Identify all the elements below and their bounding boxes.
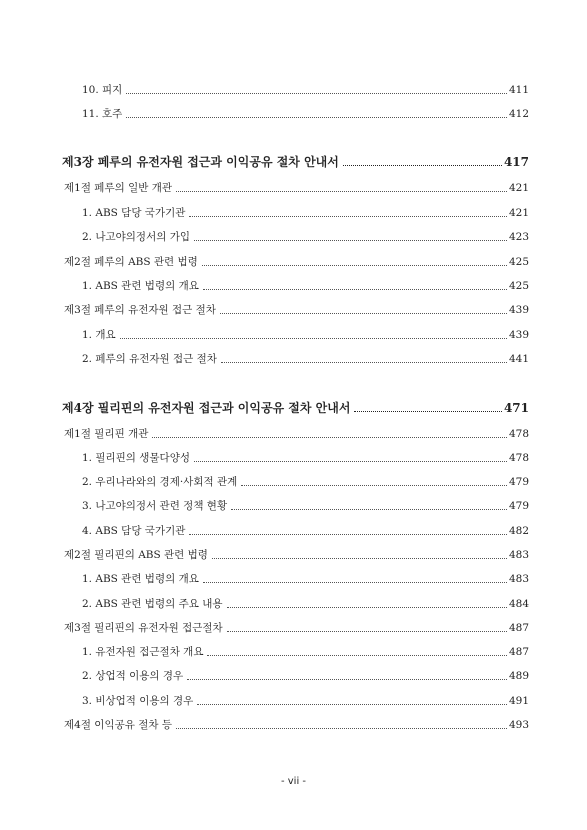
- toc-entry-title: 2. 상업적 이용의 경우: [82, 666, 187, 686]
- toc-entry-title: 4. ABS 담당 국가기관: [82, 521, 189, 541]
- toc-section-entry: [0, 424, 587, 444]
- dot-leader: [212, 558, 507, 559]
- toc-entry-title: 제3절 페루의 유전자원 접근 절차: [64, 300, 220, 320]
- dot-leader: [189, 216, 507, 217]
- dot-leader: [227, 631, 507, 632]
- dot-leader: [126, 93, 507, 94]
- toc-entry-page: 493: [507, 715, 529, 735]
- toc-section-entry: [0, 618, 587, 638]
- toc-subsection-entry: [0, 325, 587, 345]
- dot-leader: [194, 461, 507, 462]
- toc-entry-page: 487: [507, 642, 529, 662]
- dot-leader: [152, 437, 507, 438]
- dot-leader: [227, 607, 507, 608]
- toc-entry-page: 491: [507, 691, 529, 711]
- dot-leader: [203, 582, 507, 583]
- toc-subsection-entry: [0, 666, 587, 686]
- dot-leader: [220, 313, 507, 314]
- toc-entry-title: 1. 유전자원 접근절차 개요: [82, 642, 207, 662]
- toc-entry-title: 11. 호주: [82, 104, 126, 124]
- toc-subsection-entry: [0, 349, 587, 369]
- dot-leader: [203, 289, 507, 290]
- toc-section-entry: [0, 715, 587, 735]
- toc-entry-page: 439: [507, 300, 529, 320]
- toc-subsection-entry: [0, 203, 587, 223]
- toc-entry-page: 421: [507, 178, 529, 198]
- toc-entry-page: 412: [507, 104, 529, 124]
- toc-entry-title: 1. ABS 담당 국가기관: [82, 203, 189, 223]
- toc-subsection-entry: [0, 227, 587, 247]
- toc-entry-page: 478: [507, 424, 529, 444]
- toc-entry-title: 제1절 필리핀 개관: [64, 424, 152, 444]
- toc-entry-page: 439: [507, 325, 529, 345]
- toc-section-entry: [0, 300, 587, 320]
- toc-entry-title: 2. 우리나라와의 경제·사회적 관계: [82, 472, 241, 492]
- page-number-footer: - vii -: [280, 776, 307, 787]
- dot-leader: [207, 655, 507, 656]
- dot-leader: [176, 728, 507, 729]
- toc-entry-page: 489: [507, 666, 529, 686]
- toc-subsection-entry: [0, 104, 587, 124]
- toc-entry-title: 제1절 페루의 일반 개관: [64, 178, 176, 198]
- toc-entry-page: 425: [507, 276, 529, 296]
- dot-leader: [231, 509, 507, 510]
- toc-entry-page: 417: [502, 152, 529, 172]
- toc-subsection-entry: [0, 642, 587, 662]
- dot-leader: [354, 411, 502, 412]
- toc-subsection-entry: [0, 276, 587, 296]
- toc-entry-page: 411: [507, 80, 529, 100]
- toc-chapter-entry: [0, 398, 587, 418]
- dot-leader: [202, 265, 507, 266]
- dot-leader: [176, 191, 507, 192]
- toc-entry-title: 제4장 필리핀의 유전자원 접근과 이익공유 절차 안내서: [62, 398, 354, 418]
- toc-entry-title: 제4절 이익공유 절차 등: [64, 715, 176, 735]
- toc-entry-page: 425: [507, 252, 529, 272]
- toc-entry-title: 10. 피지: [82, 80, 126, 100]
- toc-entry-page: 487: [507, 618, 529, 638]
- toc-subsection-entry: [0, 448, 587, 468]
- toc-entry-page: 484: [507, 594, 529, 614]
- toc-section-entry: [0, 252, 587, 272]
- toc-chapter-entry: [0, 152, 587, 172]
- toc-entry-title: 2. 페루의 유전자원 접근 절차: [82, 349, 221, 369]
- toc-section-entry: [0, 545, 587, 565]
- toc-entry-page: 421: [507, 203, 529, 223]
- toc-entry-title: 2. ABS 관련 법령의 주요 내용: [82, 594, 227, 614]
- toc-entry-page: 471: [502, 398, 529, 418]
- toc-entry-title: 제3절 필리핀의 유전자원 접근절차: [64, 618, 227, 638]
- toc-subsection-entry: [0, 691, 587, 711]
- toc-entry-page: 479: [507, 472, 529, 492]
- dot-leader: [241, 485, 507, 486]
- toc-entry-page: 423: [507, 227, 529, 247]
- toc-entry-page: 483: [507, 545, 529, 565]
- toc-entry-title: 1. ABS 관련 법령의 개요: [82, 569, 203, 589]
- toc-entry-title: 제2절 필리핀의 ABS 관련 법령: [64, 545, 212, 565]
- toc-subsection-entry: [0, 80, 587, 100]
- toc-entry-page: 441: [507, 349, 529, 369]
- toc-subsection-entry: [0, 521, 587, 541]
- toc-entry-page: 483: [507, 569, 529, 589]
- toc-entry-page: 478: [507, 448, 529, 468]
- toc-entry-title: 3. 비상업적 이용의 경우: [82, 691, 197, 711]
- toc-entry-title: 1. 개요: [82, 325, 120, 345]
- dot-leader: [126, 117, 507, 118]
- toc-entry-title: 2. 나고야의정서의 가입: [82, 227, 194, 247]
- toc-section-entry: [0, 178, 587, 198]
- dot-leader: [194, 240, 507, 241]
- dot-leader: [197, 704, 507, 705]
- toc-subsection-entry: [0, 569, 587, 589]
- toc-subsection-entry: [0, 472, 587, 492]
- toc-subsection-entry: [0, 496, 587, 516]
- dot-leader: [343, 165, 502, 166]
- dot-leader: [221, 362, 507, 363]
- toc-entry-title: 1. 필리핀의 생물다양성: [82, 448, 194, 468]
- dot-leader: [189, 534, 507, 535]
- toc-entry-page: 479: [507, 496, 529, 516]
- toc-entry-title: 제2절 페루의 ABS 관련 법령: [64, 252, 202, 272]
- toc-entry-page: 482: [507, 521, 529, 541]
- toc-entry-title: 1. ABS 관련 법령의 개요: [82, 276, 203, 296]
- toc-entry-title: 제3장 페루의 유전자원 접근과 이익공유 절차 안내서: [62, 152, 343, 172]
- toc-subsection-entry: [0, 594, 587, 614]
- toc-entry-title: 3. 나고야의정서 관련 정책 현황: [82, 496, 231, 516]
- dot-leader: [120, 338, 507, 339]
- dot-leader: [187, 679, 507, 680]
